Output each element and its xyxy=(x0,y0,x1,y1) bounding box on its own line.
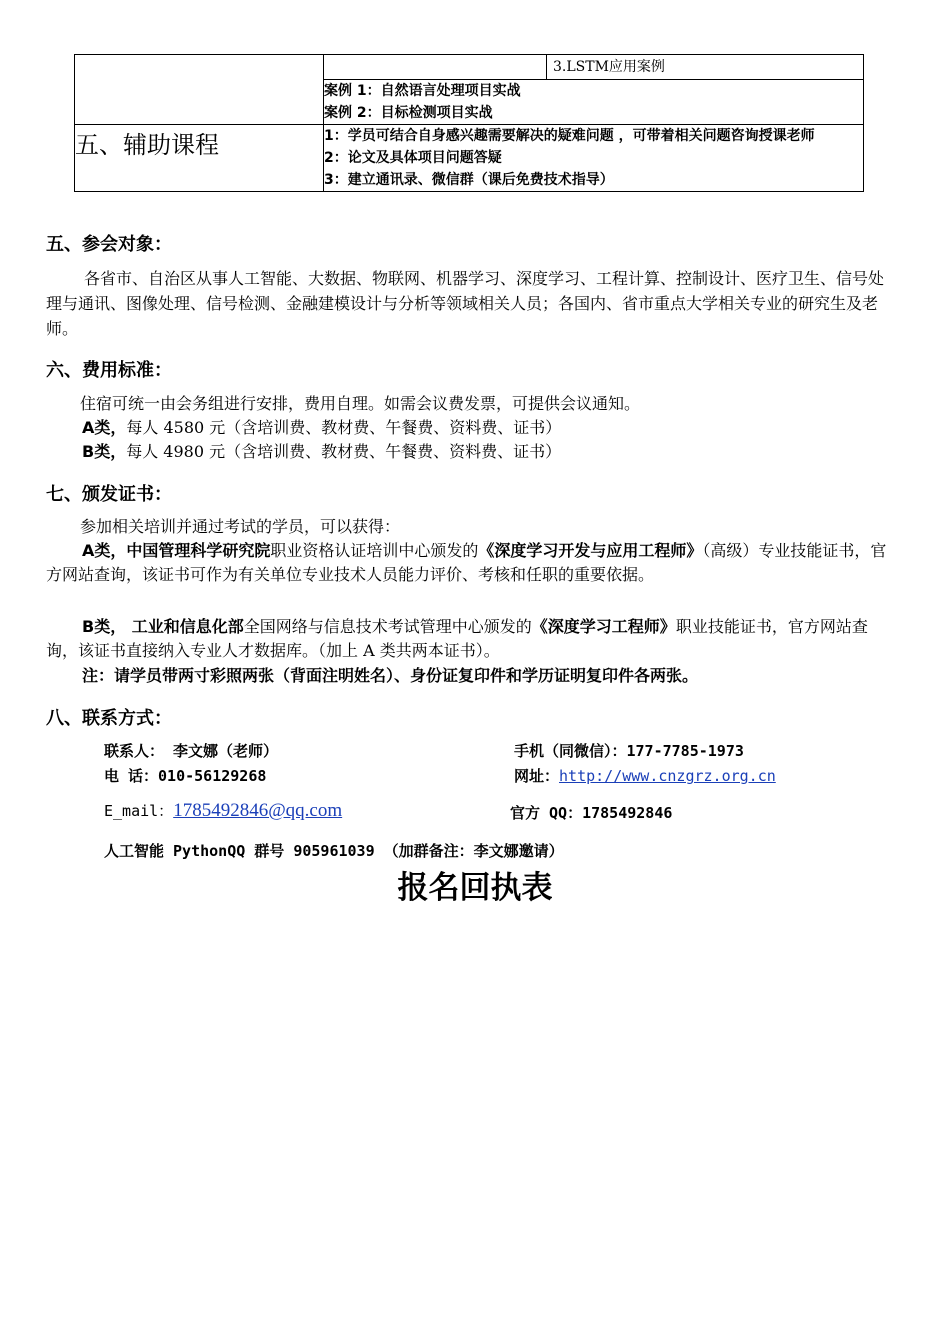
table-cell-lstm xyxy=(324,55,864,80)
cert-b-mid: 全国网络与信息技术考试管理中心颁发的 xyxy=(243,617,532,636)
audience-heading: 五、参会对象： xyxy=(46,234,172,255)
aux-item-1: 1：学员可结合自身感兴趣需要解决的疑难问题 ，可带着相关问题咨询授课老师 xyxy=(324,128,815,144)
fees-heading: 六、费用标准： xyxy=(46,360,172,381)
certificate-intro: 参加相关培训并通过考试的学员，可以获得： xyxy=(80,517,401,536)
contact-qq: 官方 QQ：1785492846 xyxy=(510,804,673,822)
contact-mobile: 手机（同微信）：177-7785-1973 xyxy=(514,742,744,760)
contact-group: 人工智能 PythonQQ 群号 905961039 （加群备注：李文娜邀请） xyxy=(104,842,564,860)
fee-b xyxy=(82,440,882,464)
cert-b-rest: 职业技能证书，官方网站查询，该证书直接纳入专业人才数据库。（加上 A 类共两本证书）。 xyxy=(46,617,868,660)
form-title: 报名回执表 xyxy=(397,870,553,906)
certificate-note: 注：请学员带两寸彩照两张（背面注明姓名）、身份证复印件和学历证明复印件各两张。 xyxy=(82,666,699,685)
case-1: 案例 1：自然语言处理项目实战 xyxy=(324,83,521,99)
cert-b-name: 《深度学习工程师》 xyxy=(531,617,676,636)
email-link[interactable]: 1785492846@qq.com xyxy=(173,800,343,821)
cert-a-rest: （高级）专业技能证书，官方网站查询，该证书可作为有关单位专业技术人员能力评价、考核和任职的重要依据。 xyxy=(46,541,887,584)
case-2: 案例 2：目标检测项目实战 xyxy=(324,105,493,121)
contact-person: 联系人： 李文娜（老师） xyxy=(104,742,279,760)
certificate-b xyxy=(46,615,898,663)
lstm-item: 3.LSTM应用案例 xyxy=(553,59,665,75)
aux-course-title: 五、辅助课程 xyxy=(75,125,324,192)
cert-a-label: A类，中国管理科学研究院 xyxy=(82,541,271,560)
fee-a xyxy=(82,416,882,440)
certificate-a xyxy=(46,539,898,587)
table-cell-empty xyxy=(75,55,324,125)
audience-text: 各省市、自治区从事人工智能、大数据、物联网、机器学习、深度学习、工程计算、控制设计、医疗卫生、信号处理与通讯、图像处理、信号检测、金融建模设计与分析等领域相关人员；各国内、省市重点大学相关专业的研究生及老师。 xyxy=(46,269,885,338)
fee-a-label: A类， xyxy=(82,418,127,437)
website-label: 网址： xyxy=(514,767,560,785)
contact-phone: 电 话：010-56129268 xyxy=(104,767,267,785)
table-cell-aux xyxy=(324,125,864,192)
fee-a-text: 每人 4580 元（含培训费、教材费、午餐费、资料费、证书） xyxy=(126,418,562,437)
fee-b-label: B类， xyxy=(82,442,127,461)
cert-b-label: B类， 工业和信息化部 xyxy=(82,617,244,636)
cert-a-mid: 职业资格认证培训中心颁发的 xyxy=(270,541,479,560)
table-cell-cases xyxy=(324,80,864,125)
contact-email xyxy=(104,800,342,822)
email-label: E_mail： xyxy=(104,802,174,820)
aux-item-2: 2：论文及具体项目问题答疑 xyxy=(324,150,502,166)
course-table xyxy=(74,54,864,192)
website-link[interactable]: http://www.cnzgrz.org.cn xyxy=(559,767,776,785)
certificate-heading: 七、颁发证书： xyxy=(46,484,172,505)
contact-heading: 八、联系方式： xyxy=(46,708,172,729)
inner-empty-cell xyxy=(324,55,547,79)
aux-item-3: 3：建立通讯录、微信群（课后免费技术指导） xyxy=(324,172,614,188)
cert-a-name: 《深度学习开发与应用工程师》 xyxy=(478,541,703,560)
fees-intro: 住宿可统一由会务组进行安排，费用自理。如需会议费发票，可提供会议通知。 xyxy=(80,394,641,413)
contact-website xyxy=(514,765,776,786)
fee-b-text: 每人 4980 元（含培训费、教材费、午餐费、资料费、证书） xyxy=(126,442,562,461)
